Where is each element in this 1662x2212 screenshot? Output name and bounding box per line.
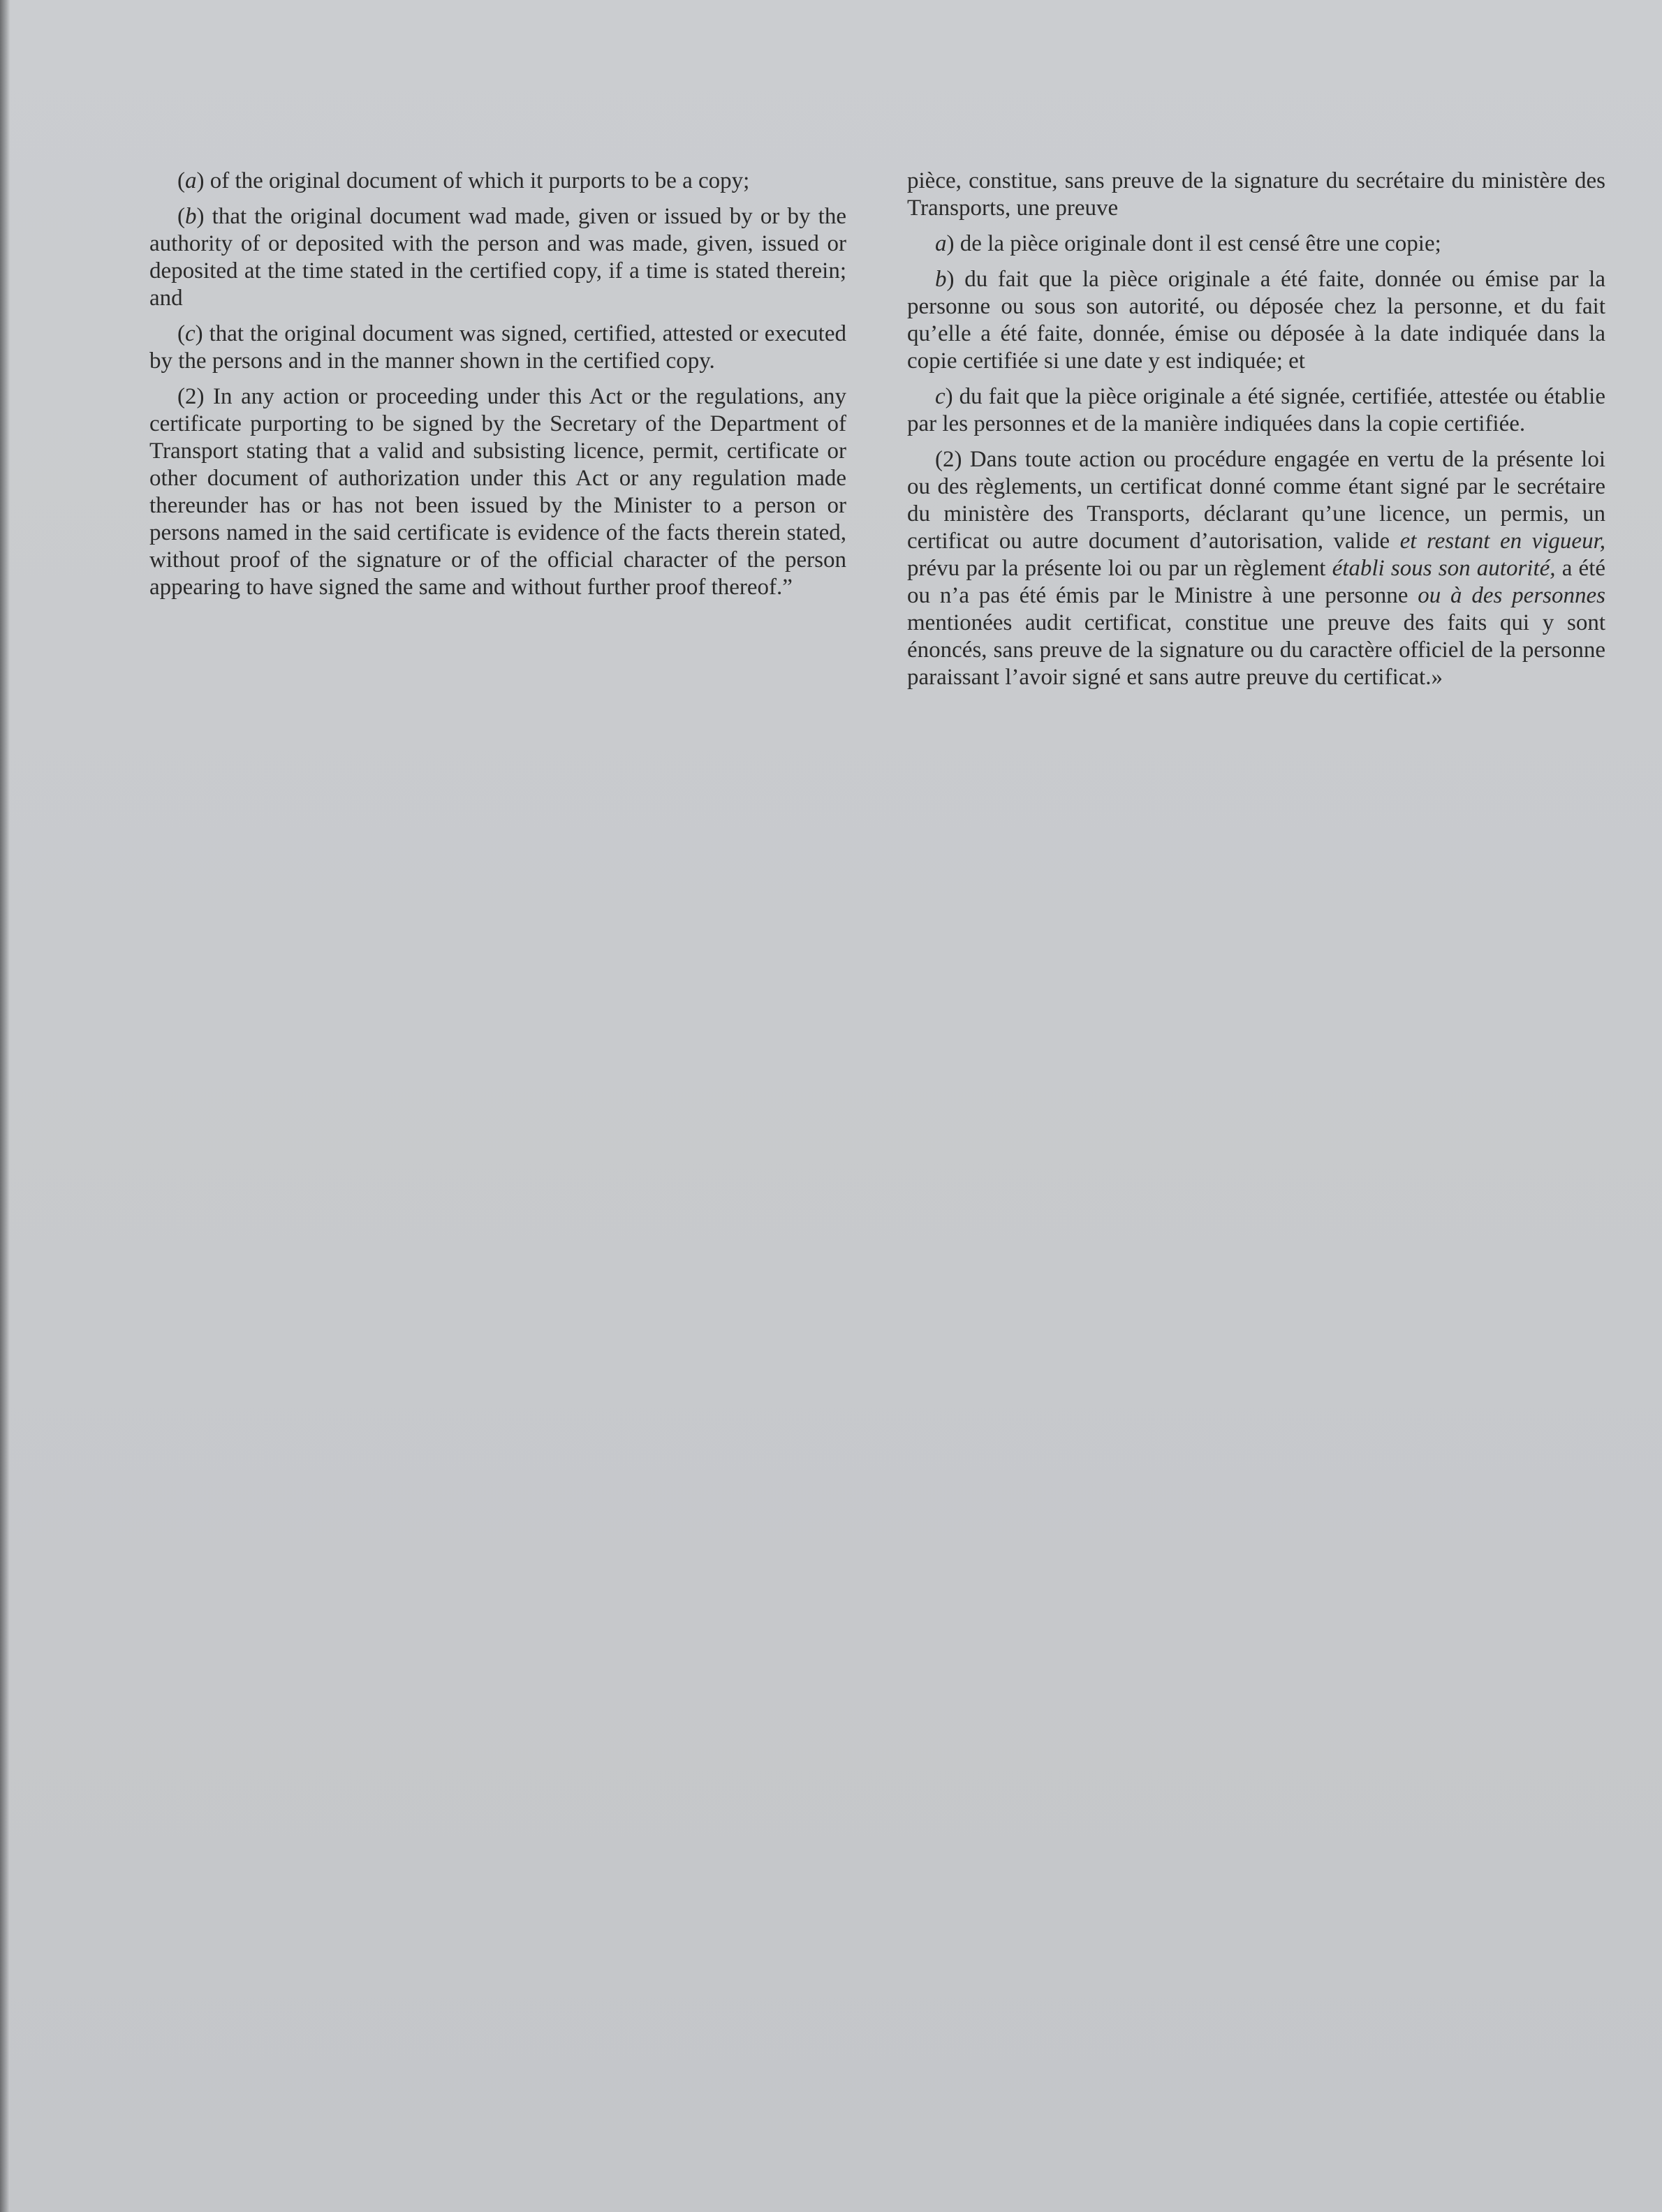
french-subsection-2-part1: (2) Dans toute action ou procédure engagée en vertu de la présente loi ou des règlements, un certificat donné comme étant signé par le secrétaire du ministère des Transports, déclarant qu’une licence, un permis, un certificat ou autre document d’autorisation, valide [907,447,1605,554]
french-paragraph-b-label: b [935,267,947,292]
french-column [907,168,1605,700]
french-paragraph-a-text: de la pièce originale dont il est censé être une copie; [959,231,1441,256]
french-subsection-2 [907,446,1605,691]
french-paragraph-c-label: c [935,384,946,409]
english-paragraph-b: (b) that the original document wad made, given or issued by or by the authority of or deposited with the person and was made, given, issued or deposited at the time stated in the certified copy, if a time is stated therein; and [149,204,846,311]
french-subsection-2-part3: a été ou n’a pas été émis par le Ministre à une personne [907,556,1606,608]
french-subsection-2-italic3: ou à des personnes [1418,583,1605,608]
english-paragraph-b-label: b [185,204,197,229]
french-paragraph-c: c) du fait que la pièce originale a été signée, certifiée, attestée ou établie par les personnes et de la manière indiquées dans la copie certifiée. [907,384,1606,436]
page-binding-edge [0,0,10,2212]
english-paragraph-c-text: that the original document was signed, certified, attested or executed by the persons and in the manner shown in the certified copy. [149,321,846,374]
french-subsection-2-italic2: établi sous son autorité, [1332,556,1556,581]
english-column [149,168,846,610]
french-subsection-2-italic1: et restant en vigueur, [1399,529,1606,554]
french-subsection-2-part2: prévu par la présente loi ou par un règlement [907,556,1326,581]
english-paragraph-a-label: a [185,168,197,193]
english-subsection-2: (2) In any action or proceeding under this Act or the regulations, any certificate purporting to be signed by the Secretary of the Department of Transport stating that a valid and subsisting licence, permit, certificate or other document of authorization under this Act or any regulation made thereunder has or has not been issued by the Minister to a person or persons named in the said certificate is evidence of the facts therein stated, without proof of the signature or of the official character of the person appearing to have signed the same and without further proof thereof.” [149,384,846,600]
english-paragraph-a: (a) of the original document of which it purports to be a copy; [177,168,750,193]
english-paragraph-a-text: of the original document of which it purports to be a copy; [209,168,750,193]
french-paragraph-a-label: a [935,231,947,256]
english-paragraph-c-label: c [185,321,196,346]
french-paragraph-a: a) de la pièce originale dont il est censé être une copie; [935,231,1441,256]
french-paragraph-b: b) du fait que la pièce originale a été faite, donnée ou émise par la personne ou sous son autorité, ou déposée chez la personne, et du fait qu’elle a été faite, donnée, émise ou déposée à la date indiquée dans la copie certifiée si une date y est indiquée; et [907,267,1605,374]
french-paragraph-b-text: du fait que la pièce originale a été faite, donnée ou émise par la personne ou sous son autorité, ou déposée chez la personne, et du fait qu’elle a été faite, donnée, émise ou déposée à la date indiquée dans la copie certifiée si une date y est indiquée; et [907,267,1605,374]
french-subsection-2-part4: mentionées audit certificat, constitue une preuve des faits qui y sont énoncés, sans preuve de la signature ou du caractère officiel de la personne paraissant l’avoir signé et sans autre preuve du certificat.» [907,610,1605,690]
french-paragraph-c-text: du fait que la pièce originale a été signée, certifiée, attestée ou établie par les personnes et de la manière indiquées dans la copie certifiée. [907,384,1606,436]
english-paragraph-c: (c) that the original document was signed, certified, attested or executed by the persons and in the manner shown in the certified copy. [149,321,846,374]
english-paragraph-b-text: that the original document wad made, given or issued by or by the authority of or deposited with the person and was made, given, issued or deposited at the time stated in the certified copy, if a time is stated therein; and [149,204,846,311]
french-continuation: pièce, constitue, sans preuve de la signature du secrétaire du ministère des Transports, une preuve [907,168,1605,221]
